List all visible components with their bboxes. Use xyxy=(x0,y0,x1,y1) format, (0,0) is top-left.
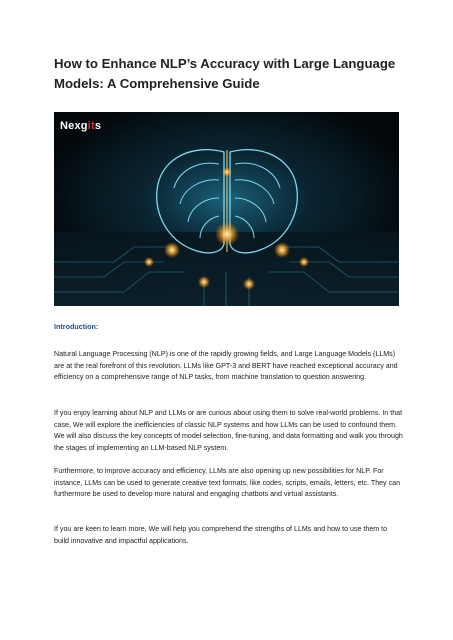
paragraph: If you are keen to learn more, We will help you comprehend the strengths of LLMs and how to use them to build innovative and impactful applications. xyxy=(54,525,388,545)
paragraph: Furthermore, to improve accuracy and efficiency, LLMs are also opening up new possibilities for NLP. For instance, LLMs can be used to generate creative text formats, like codes, scripts, emails, letters, etc. They can furthermore be used to develop more natural and engaging chatbots and virtual assistants. xyxy=(54,467,401,499)
paragraph: Natural Language Processing (NLP) is one of the rapidly growing fields, and Large Language Models (LLMs) are at the real forefront of this revolution. LLMs like GPT-3 and BERT have reached exceptional accuracy and efficiency on a comprehensive range of NLP tasks, from machine translation to question answering. xyxy=(54,350,398,382)
circuit-brain-illustration xyxy=(54,112,399,306)
hero-image xyxy=(54,112,399,306)
section-heading-introduction: Introduction: xyxy=(54,322,99,331)
company-logo: Nexgits xyxy=(60,120,102,132)
paragraph: If you enjoy learning about NLP and LLMs or are curious about using them to solve real-world problems. In that case, We will explore the inefficiencies of classic NLP systems and how LLMs can be used to confound them. We will also discuss the key concepts of model selection, fine-tuning, and data formatting and walk you through the stages of implementing an LLM-based NLP system. xyxy=(54,409,403,452)
document-title: How to Enhance NLP’s Accuracy with Large Language Models: A Comprehensive Guide xyxy=(54,56,396,91)
